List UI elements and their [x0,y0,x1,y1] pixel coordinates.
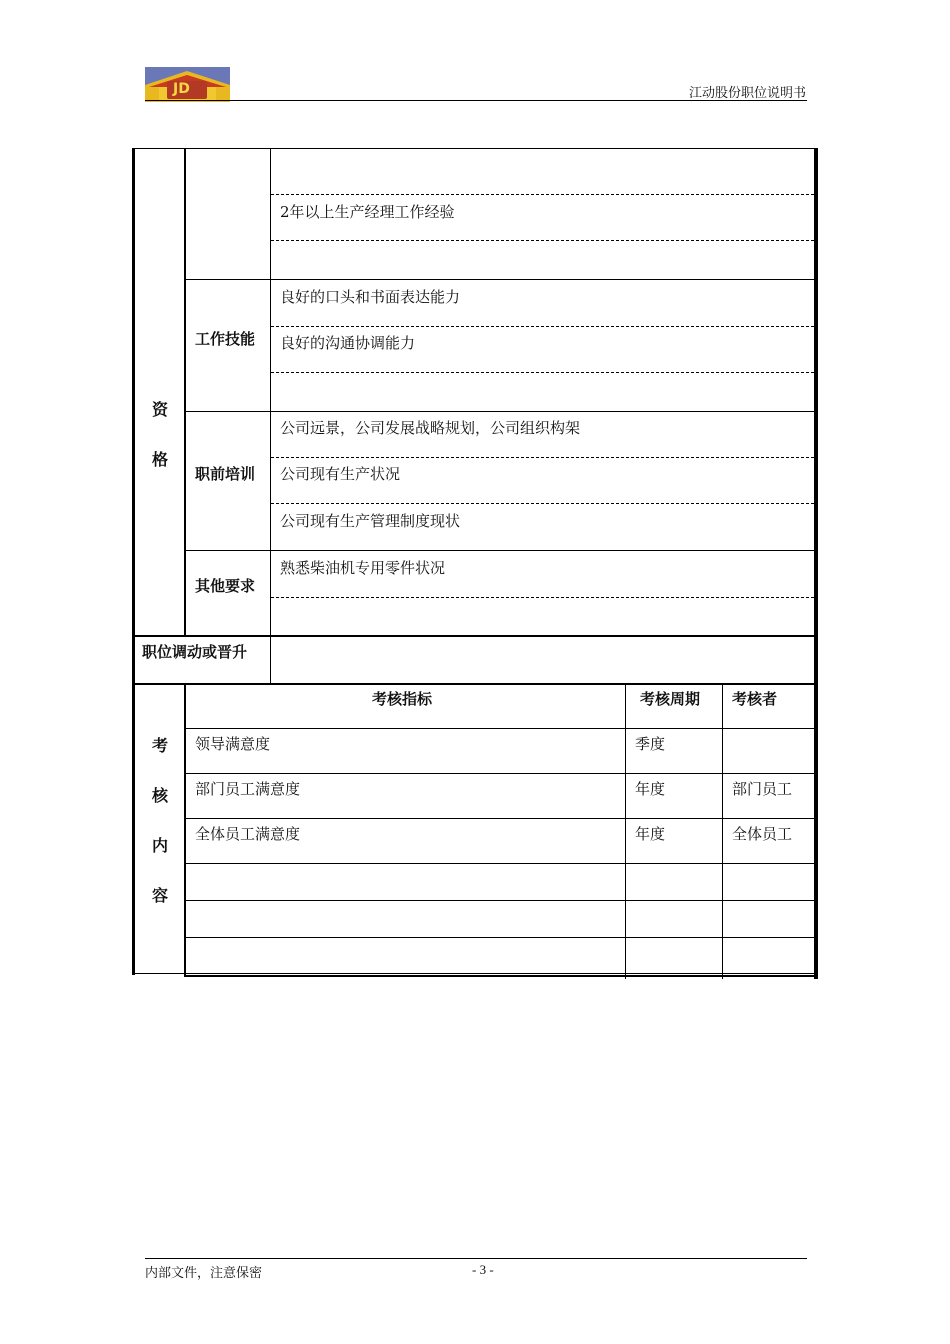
experience-line-2: 2年以上生产经理工作经验 [280,203,455,221]
qual-section-label-1: 资 [151,400,168,419]
qual-section-label-2: 格 [151,450,168,469]
table-border-top [132,148,818,149]
dashed-line [271,597,814,598]
header-assessor: 考核者 [732,690,778,708]
header-period: 考核周期 [640,690,701,708]
qual-sublabel-divider [270,148,271,683]
company-logo [145,67,230,102]
dashed-line [271,503,814,504]
row-sep-other [132,635,816,637]
table-border-bottom [132,973,818,974]
assess-row-sep [184,818,816,819]
training-line-3: 公司现有生产管理制度现状 [280,512,461,530]
row-sep-promotion [132,683,816,685]
assess-label-divider [184,683,186,975]
row-sep-skills [184,411,816,412]
row-sep-experience [184,279,816,280]
row-indicator: 全体员工满意度 [195,825,301,843]
assess-section-label-2: 核 [151,786,168,805]
row-period: 年度 [635,825,666,843]
confidential-note: 内部文件，注意保密 [145,1265,263,1280]
qual-label-divider [184,148,186,636]
assess-row-sep [184,863,816,864]
logo-text: JD [173,81,190,97]
skills-label: 工作技能 [195,330,256,348]
header-divider [145,100,807,101]
other-line-1: 熟悉柴油机专用零件状况 [280,559,446,577]
header-indicator: 考核指标 [372,690,433,708]
table-border-left [132,148,135,975]
footer-divider [145,1258,807,1259]
row-indicator: 领导满意度 [195,735,271,753]
page-number: - 3 - [472,1262,494,1277]
assess-row-sep [184,728,816,729]
training-line-2: 公司现有生产状况 [280,465,401,483]
row-sep-training [184,550,816,551]
dashed-line [271,457,814,458]
dashed-line [271,372,814,373]
other-label: 其他要求 [195,577,256,595]
skills-line-1: 良好的口头和书面表达能力 [280,288,461,306]
assess-row-sep [184,900,816,901]
training-line-1: 公司远景，公司发展战略规划，公司组织构架 [280,419,581,437]
row-assessor: 部门员工 [732,780,793,798]
row-period: 年度 [635,780,666,798]
promotion-label: 职位调动或晋升 [142,643,248,661]
dashed-line [271,240,814,241]
assess-section-label-1: 考 [151,736,168,755]
training-label: 职前培训 [195,465,256,483]
assess-row-sep [184,773,816,774]
table-border-right [814,148,818,979]
assess-section-label-3: 内 [151,836,168,855]
assess-row-sep [184,937,816,938]
row-assessor: 全体员工 [732,825,793,843]
assess-section-label-4: 容 [151,886,168,905]
dashed-line [271,194,814,195]
document-title: 江动股份职位说明书 [688,85,806,100]
row-indicator: 部门员工满意度 [195,780,301,798]
row-period: 季度 [635,735,666,753]
dashed-line [271,326,814,327]
skills-line-2: 良好的沟通协调能力 [280,334,416,352]
